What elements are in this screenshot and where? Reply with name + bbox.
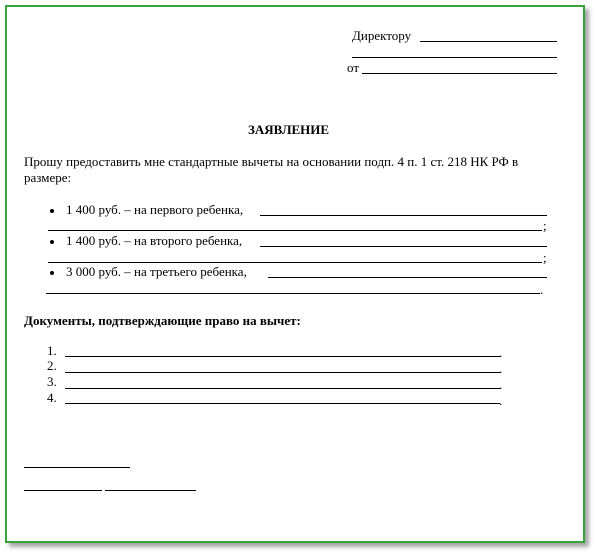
name-field[interactable] xyxy=(105,490,196,491)
date-field[interactable] xyxy=(24,490,102,491)
deduction-second-child-field[interactable] xyxy=(260,246,547,247)
document-item-number: 3. xyxy=(47,374,57,389)
deduction-first-child-field-line2[interactable] xyxy=(48,230,542,231)
bullet-icon xyxy=(50,240,54,244)
document-item-field[interactable] xyxy=(65,372,500,373)
deduction-second-child: 1 400 руб. – на второго ребенка, xyxy=(66,233,243,248)
deduction-first-child-field[interactable] xyxy=(260,215,547,216)
bullet-icon xyxy=(50,209,54,213)
director-name-field[interactable] xyxy=(420,41,557,42)
document-item-end: . xyxy=(499,345,503,360)
document-item-number: 2. xyxy=(47,358,57,373)
document-item-field[interactable] xyxy=(65,356,500,357)
document-item-end: . xyxy=(499,361,503,376)
request-text-line1: Прошу предоставить мне стандартные вычеты на основании подп. 4 п. 1 ст. 218 НК РФ в xyxy=(24,154,519,169)
deduction-second-child-field-line2[interactable] xyxy=(48,262,542,263)
document-item-number: 4. xyxy=(47,390,57,405)
document-item-field[interactable] xyxy=(65,403,500,404)
deduction-second-child-end: ; xyxy=(543,250,547,265)
signature-field[interactable] xyxy=(24,467,130,468)
from-label: от xyxy=(347,60,360,75)
document-item-field[interactable] xyxy=(65,388,500,389)
document-item-number: 1. xyxy=(47,343,57,358)
bullet-icon xyxy=(50,271,54,275)
deduction-first-child: 1 400 руб. – на первого ребенка, xyxy=(66,202,244,217)
deduction-third-child-end: . xyxy=(540,282,544,297)
request-text-line2: размере: xyxy=(24,170,72,185)
director-name-field-line2[interactable] xyxy=(352,57,557,58)
director-label: Директору xyxy=(352,28,412,43)
documents-heading: Документы, подтверждающие право на вычет: xyxy=(24,313,301,328)
document-title: ЗАЯВЛЕНИЕ xyxy=(248,122,330,137)
deduction-first-child-end: ; xyxy=(543,218,547,233)
deduction-third-child-field-line2[interactable] xyxy=(46,293,540,294)
from-name-field[interactable] xyxy=(362,73,557,74)
document-item-end: . xyxy=(499,393,503,408)
deduction-third-child: 3 000 руб. – на третьего ребенка, xyxy=(66,264,247,279)
document-item-end: . xyxy=(499,377,503,392)
deduction-third-child-field[interactable] xyxy=(268,277,547,278)
